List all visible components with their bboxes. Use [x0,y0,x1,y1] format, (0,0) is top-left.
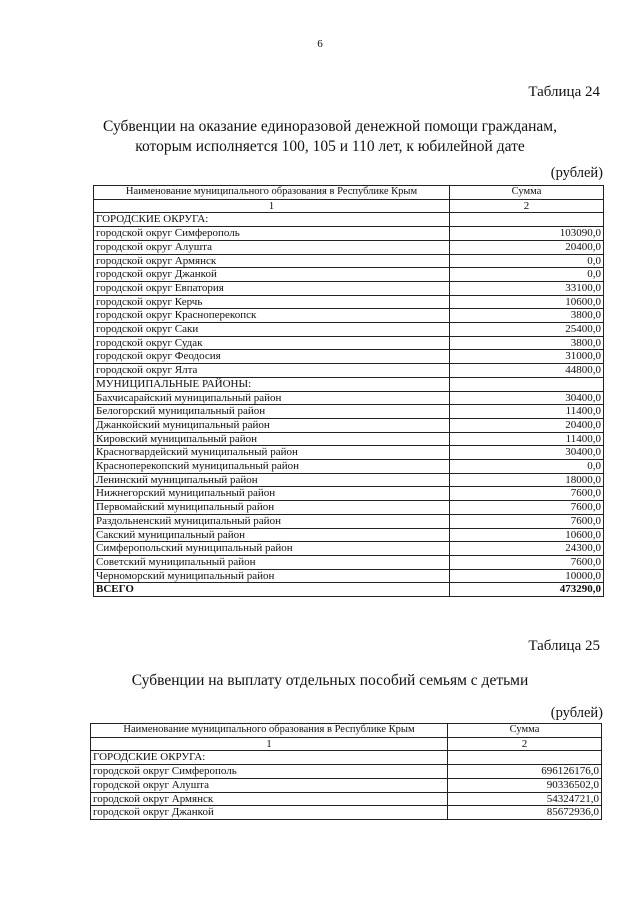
municipality-name: городской округ Ялта [94,364,450,378]
municipality-name: Красноперекопский муниципальный район [94,460,450,474]
amount-value: 20400,0 [450,240,604,254]
amount-value: 3800,0 [450,309,604,323]
municipality-name: городской округ Алушта [91,778,448,792]
table-row [94,268,604,282]
empty-cell [448,751,602,765]
column-header-name: Наименование муниципального образования в Республике Крым [94,186,450,200]
amount-value: 44800,0 [450,364,604,378]
amount-value: 7600,0 [450,555,604,569]
municipality-name: городской округ Джанкой [94,268,450,282]
section-row [94,377,604,391]
page-number: 6 [317,38,323,50]
table-row [91,806,602,820]
table25 [90,723,602,820]
table24-caption: Таблица 24 [528,84,600,100]
table-row [91,778,602,792]
amount-value: 0,0 [450,460,604,474]
amount-value: 85672936,0 [448,806,602,820]
amount-value: 10600,0 [450,295,604,309]
municipality-name: городской округ Судак [94,336,450,350]
total-row [94,583,604,597]
table-row [94,391,604,405]
municipality-name: городской округ Симферополь [91,765,448,779]
amount-value: 10600,0 [450,528,604,542]
table24-title-line2: которым исполняется 100, 105 и 110 лет, к юбилейной дате [135,138,525,155]
empty-cell [450,213,604,227]
municipality-name: городской округ Джанкой [91,806,448,820]
amount-value: 0,0 [450,254,604,268]
table25-title: Субвенции на выплату отдельных пособий семьям с детьми [131,672,529,689]
municipality-name: Белогорский муниципальный район [94,405,450,419]
municipality-name: Раздольненский муниципальный район [94,514,450,528]
municipality-name: Черноморский муниципальный район [94,569,450,583]
empty-cell [450,377,604,391]
municipality-name: городской округ Красноперекопск [94,309,450,323]
municipality-name: Красногвардейский муниципальный район [94,446,450,460]
amount-value: 25400,0 [450,323,604,337]
column-number: 2 [448,737,602,751]
table-row [94,254,604,268]
table25-header-row [91,724,602,738]
municipality-name: Джанкойский муниципальный район [94,418,450,432]
table24 [93,185,604,597]
column-header-sum: Сумма [448,724,602,738]
column-number: 1 [94,199,450,213]
table-row [94,364,604,378]
table24-column-number-row [94,199,604,213]
table24-unit: (рублей) [550,165,603,181]
amount-value: 103090,0 [450,227,604,241]
column-header-sum: Сумма [450,186,604,200]
table-row [94,281,604,295]
amount-value: 30400,0 [450,446,604,460]
municipality-name: городской округ Алушта [94,240,450,254]
table-row [94,446,604,460]
amount-value: 18000,0 [450,473,604,487]
section-title: ГОРОДСКИЕ ОКРУГА: [91,751,448,765]
total-label: ВСЕГО [94,583,450,597]
table-row [94,295,604,309]
column-number: 1 [91,737,448,751]
amount-value: 33100,0 [450,281,604,295]
table-row [91,765,602,779]
table-row [94,227,604,241]
amount-value: 7600,0 [450,501,604,515]
table25-column-number-row [91,737,602,751]
amount-value: 10000,0 [450,569,604,583]
table-row [94,309,604,323]
table-row [94,323,604,337]
municipality-name: городской округ Симферополь [94,227,450,241]
table-row [94,418,604,432]
table-row [94,460,604,474]
amount-value: 0,0 [450,268,604,282]
amount-value: 30400,0 [450,391,604,405]
table24-header-row [94,186,604,200]
section-title: ГОРОДСКИЕ ОКРУГА: [94,213,450,227]
column-header-name: Наименование муниципального образования в Республике Крым [91,724,448,738]
municipality-name: Кировский муниципальный район [94,432,450,446]
municipality-name: городской округ Евпатория [94,281,450,295]
amount-value: 24300,0 [450,542,604,556]
table-row [94,555,604,569]
amount-value: 31000,0 [450,350,604,364]
amount-value: 20400,0 [450,418,604,432]
municipality-name: Первомайский муниципальный район [94,501,450,515]
table24-title [60,117,600,157]
municipality-name: Советский муниципальный район [94,555,450,569]
table-row [94,542,604,556]
table-row [94,350,604,364]
municipality-name: Бахчисарайский муниципальный район [94,391,450,405]
table-row [94,473,604,487]
amount-value: 11400,0 [450,405,604,419]
table-row [94,432,604,446]
amount-value: 7600,0 [450,487,604,501]
table25-unit: (рублей) [550,705,603,721]
table-row [94,336,604,350]
table-row [94,501,604,515]
column-number: 2 [450,199,604,213]
amount-value: 11400,0 [450,432,604,446]
municipality-name: Нижнегорский муниципальный район [94,487,450,501]
municipality-name: городской округ Керчь [94,295,450,309]
municipality-name: Симферопольский муниципальный район [94,542,450,556]
amount-value: 90336502,0 [448,778,602,792]
amount-value: 7600,0 [450,514,604,528]
table-row [94,569,604,583]
section-title: МУНИЦИПАЛЬНЫЕ РАЙОНЫ: [94,377,450,391]
municipality-name: Ленинский муниципальный район [94,473,450,487]
municipality-name: городской округ Армянск [91,792,448,806]
section-row [94,213,604,227]
municipality-name: городской округ Феодосия [94,350,450,364]
table-row [94,528,604,542]
table-row [94,487,604,501]
section-row [91,751,602,765]
amount-value: 54324721,0 [448,792,602,806]
table25-caption: Таблица 25 [528,638,600,654]
table-row [94,514,604,528]
table-row [94,405,604,419]
municipality-name: Сакский муниципальный район [94,528,450,542]
total-value: 473290,0 [450,583,604,597]
table-row [94,240,604,254]
amount-value: 3800,0 [450,336,604,350]
municipality-name: городской округ Саки [94,323,450,337]
table-row [91,792,602,806]
amount-value: 696126176,0 [448,765,602,779]
table24-title-line1: Субвенции на оказание единоразовой денежной помощи гражданам, [103,118,557,135]
municipality-name: городской округ Армянск [94,254,450,268]
